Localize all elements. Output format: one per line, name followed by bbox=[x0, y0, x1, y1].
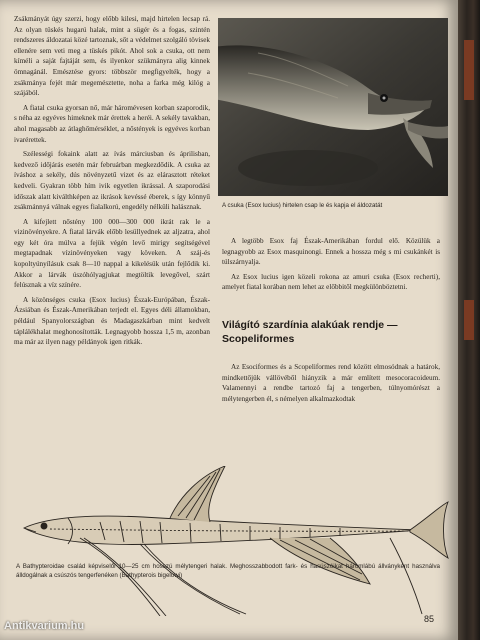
left-paragraph-2: A fiatal csuka gyorsan nő, már háromévesen korban szaporodik, s néha az egyéves himeknek már érettek a heréi. A sekély tavakban, ahol magasabb az átlaghőmérséklet, a nőstények is egyéves korban ivarérettek. bbox=[14, 103, 210, 144]
pike-photo-image bbox=[218, 18, 448, 196]
photo-caption: A csuka (Esox lucius) hirtelen csap le és kapja el áldozatát bbox=[222, 202, 383, 209]
left-text-column bbox=[14, 14, 210, 352]
right-text-bottom bbox=[222, 362, 440, 408]
left-paragraph-4: A kifejlett nőstény 100 000—300 000 ikrát rak le a vizinövényekre. A fiatal lárvák előbb lesüllyednek az aljzatra, ahol egy két óra múlva a fejük végén levő mirigy segítségével megtapadnak vízinövényeken vagy köveken. A száj-és kopoltyúnyílásuk csak 8—10 nappal a kikelésük után fejlődik ki. Akkor a lárvák úszóhólyagjukat megtöltik levegővel, szárt felúsznak a víz színére. bbox=[14, 217, 210, 290]
right-top-paragraph-2: Az Esox lucius igen közeli rokona az amuri csuka (Esox recherti), amelyet fiatal korában nem lehet az előbbitől megkülönböztetni. bbox=[222, 272, 440, 292]
book-spine bbox=[458, 0, 480, 640]
spine-strip bbox=[464, 40, 474, 100]
spine-strip bbox=[464, 300, 474, 340]
left-paragraph-1: Zsákmányát úgy szerzi, hogy előbb kilesi, majd hirtelen lecsap rá. Az olyan tüskés hugarú halak, mint a sügér és a fogas, szintén rendszeres áldozatai közé tartoznak, sőt a védelmet szolgáló tövisek ellenére sem veti meg a tüskés pikót. Ahol sok a csuka, ott nem kíméli a saját fajtáját sem, és ilyenkor szükmányra alig kinnek ömnagánál. Emésztése gyors: többször megfigyelték, hogy a zsákmánya fejét már megemésztette, noha a farka még kilóg a szájából. bbox=[14, 15, 210, 98]
right-bottom-paragraph-1: Az Esociformes és a Scopeliformes rend között elmosódnak a határok, mindkettőjük vállövéből hiányzik a már említett mesocoracoideum. Valamennyi a rendbe tartozó faj a tengerben, túlnyomórészt a mélytengerben él, s némelyen alkalmazkodtak bbox=[222, 363, 440, 403]
watermark-text: Antikvarium.hu bbox=[4, 620, 85, 632]
pike-photo bbox=[218, 18, 448, 196]
illustration-caption: A Bathypteroidae család képviselői 10—25 cm hosszú mélytengeri halak. Meghosszabbodott fark- és hasúszóikat háromlábú állványként használva álldogálnak a csúszós tengerfenéken (Bathypterois bigelowi) bbox=[16, 563, 440, 579]
tripod-fish-drawing bbox=[10, 466, 450, 616]
left-paragraph-3: Szélességi fokaink alatt az ívás márciusban és áprilisban, kedvező időjárás esetén már februárban megkezdődik. A csuka az íváshoz a sekély, dús növényzetű vizet és az elárasztott réteket kedveli. Gyakran több hím ivik egyetlen ikrással. A szaporodási időszak alatt kiválthképen az ikrások kevéssé éberek, s így könnyű zsákmánnyá válnak egyes fialalkorú, engedély nélküli halásznak. bbox=[14, 150, 210, 212]
right-text-top bbox=[222, 236, 440, 297]
left-paragraph-5: A közönséges csuka (Esox lucius) Észak-Európában, Észak-Ázsiában és Észak-Amerikában terjedt el. Egyes déli államokban, például Spanyolországban és Madagaszkárban mint kedvelt táplálékhalat meghonosították. Legnagyobb hossza 1,5 m, azonban ma már az ilyen nagy példányok igen ritkák. bbox=[14, 295, 210, 347]
page-number: 85 bbox=[424, 614, 435, 624]
right-top-paragraph-1: A legtöbb Esox faj Észak-Amerikában fordul elő. Közülük a legnagyobb az Esox masquinongi. Ennek a hossza még s mi csukánkét is túlszárnyalja. bbox=[222, 237, 440, 267]
tripod-fish-illustration bbox=[10, 466, 450, 616]
section-heading: Világító szardínia alakúak rendje — Scopeliformes bbox=[222, 319, 398, 345]
